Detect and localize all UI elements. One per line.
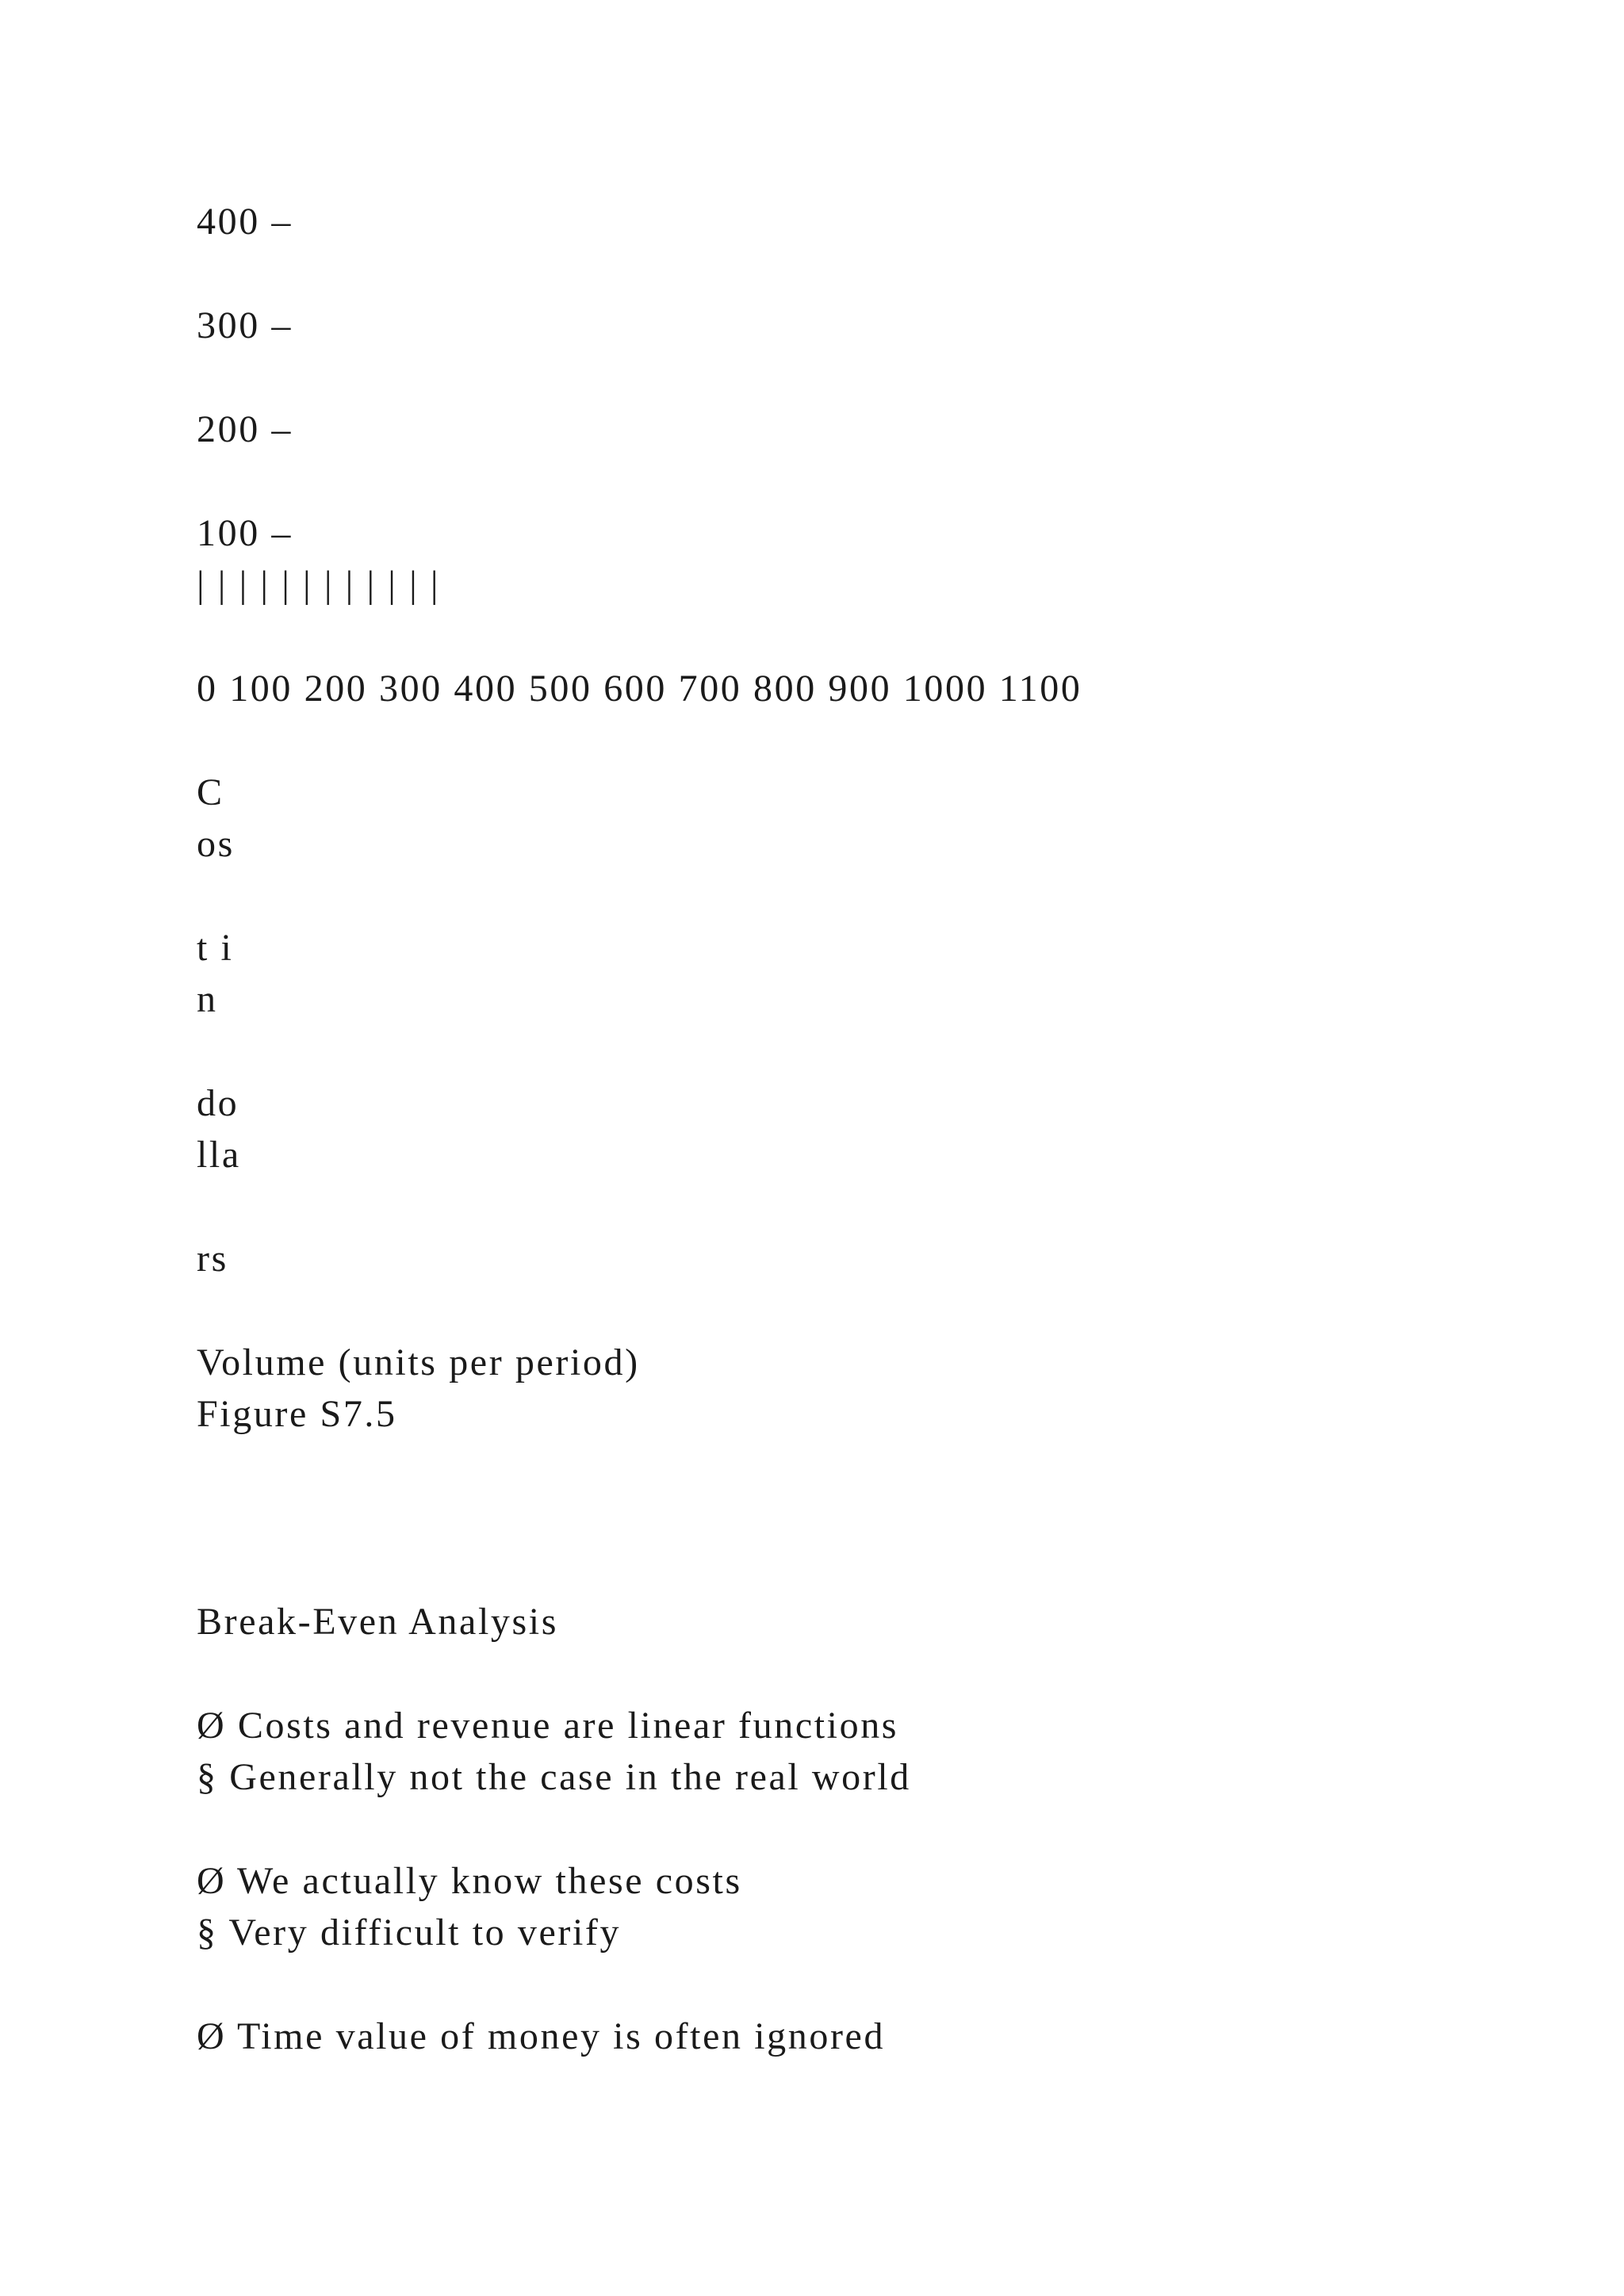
y-axis-label-part: t i [197, 927, 234, 969]
figure-caption: Figure S7.5 [197, 1393, 397, 1435]
x-axis-label: Volume (units per period) [197, 1341, 640, 1383]
y-tick-100: 100 – [197, 512, 293, 554]
y-tick-400: 400 – [197, 201, 293, 243]
sub-bullet-item: § Very difficult to verify [197, 1911, 622, 1954]
bullet-item: Ø Costs and revenue are linear functions [197, 1705, 899, 1747]
y-tick-200: 200 – [197, 408, 293, 450]
y-axis-label-part: C [197, 771, 224, 813]
sub-bullet-item: § Generally not the case in the real world [197, 1756, 911, 1798]
x-tick-marks: | | | | | | | | | | | | [197, 564, 441, 606]
y-axis-label-part: rs [197, 1238, 228, 1280]
y-axis-label-part: os [197, 823, 235, 865]
y-axis-label-part: n [197, 978, 218, 1020]
section-heading: Break-Even Analysis [197, 1601, 558, 1643]
bullet-item: Ø Time value of money is often ignored [197, 2015, 886, 2057]
y-axis-label-part: lla [197, 1134, 241, 1176]
y-axis-label-part: do [197, 1082, 239, 1124]
y-tick-300: 300 – [197, 304, 293, 346]
x-tick-labels: 0 100 200 300 400 500 600 700 800 900 1000 1100 [197, 668, 1082, 710]
bullet-item: Ø We actually know these costs [197, 1860, 742, 1902]
